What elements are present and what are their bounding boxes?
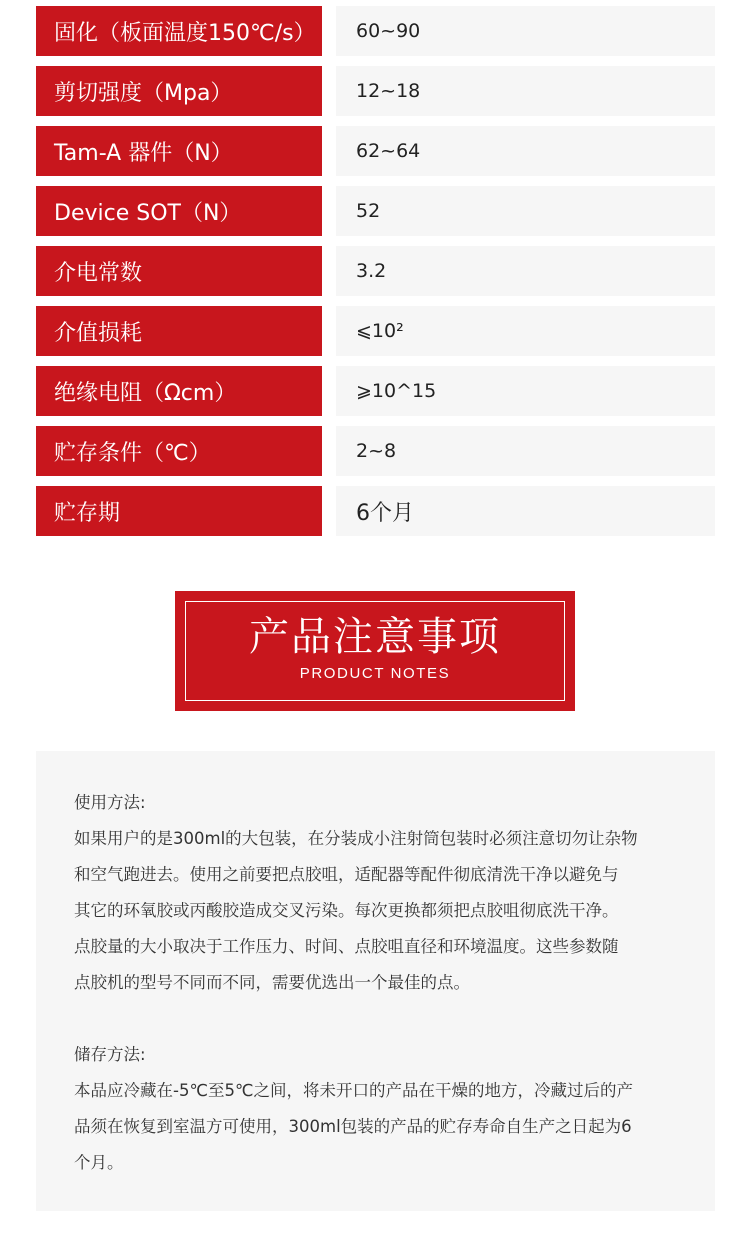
spec-value: 12~18 — [336, 66, 715, 116]
spec-row — [36, 306, 715, 356]
spec-value: 6个月 — [336, 486, 715, 536]
storage-line: 个月。 — [74, 1153, 124, 1172]
spec-label: 绝缘电阻（Ωcm） — [36, 366, 322, 416]
section-banner — [175, 591, 575, 711]
spec-row — [36, 126, 715, 176]
usage-line: 如果用户的是300ml的大包装，在分装成小注射筒包装时必须注意切勿让杂物 — [74, 829, 638, 848]
notes-panel — [36, 751, 715, 1211]
spec-value: 62~64 — [336, 126, 715, 176]
spec-row — [36, 486, 715, 536]
usage-heading: 使用方法: — [74, 793, 146, 812]
spec-row — [36, 246, 715, 296]
spec-value: 2~8 — [336, 426, 715, 476]
spec-value: 3.2 — [336, 246, 715, 296]
usage-line: 点胶机的型号不同而不同，需要优选出一个最佳的点。 — [74, 973, 470, 992]
banner-title: 产品注意事项 — [249, 614, 501, 660]
spec-label: 介值损耗 — [36, 306, 322, 356]
spec-row — [36, 66, 715, 116]
spec-label: Device SOT（N） — [36, 186, 322, 236]
storage-line: 本品应冷藏在-5℃至5℃之间，将未开口的产品在干燥的地方，冷藏过后的产 — [74, 1081, 634, 1100]
spec-row — [36, 426, 715, 476]
spec-label: 贮存期 — [36, 486, 322, 536]
usage-line: 和空气跑进去。使用之前要把点胶咀，适配器等配件彻底清洗干净以避免与 — [74, 865, 619, 884]
spec-label: 介电常数 — [36, 246, 322, 296]
spec-row — [36, 6, 715, 56]
spec-value: 60~90 — [336, 6, 715, 56]
spec-table — [36, 6, 715, 546]
usage-line: 其它的环氧胶或丙酸胶造成交叉污染。每次更换都须把点胶咀彻底洗干净。 — [74, 901, 619, 920]
storage-heading: 储存方法: — [74, 1045, 146, 1064]
spec-value: ⩾10^15 — [336, 366, 715, 416]
spec-label: 固化（板面温度150℃/s） — [36, 6, 322, 56]
spec-row — [36, 366, 715, 416]
spec-label: Tam-A 器件（N） — [36, 126, 322, 176]
spec-value: ⩽10² — [336, 306, 715, 356]
spec-value: 52 — [336, 186, 715, 236]
banner-subtitle: PRODUCT NOTES — [299, 665, 451, 682]
spec-label: 剪切强度（Mpa） — [36, 66, 322, 116]
storage-line: 品须在恢复到室温方可使用，300ml包装的产品的贮存寿命自生产之日起为6 — [74, 1117, 632, 1136]
paragraph-gap — [74, 1001, 679, 1037]
spec-label: 贮存条件（℃） — [36, 426, 322, 476]
spec-row — [36, 186, 715, 236]
usage-line: 点胶量的大小取决于工作压力、时间、点胶咀直径和环境温度。这些参数随 — [74, 937, 619, 956]
